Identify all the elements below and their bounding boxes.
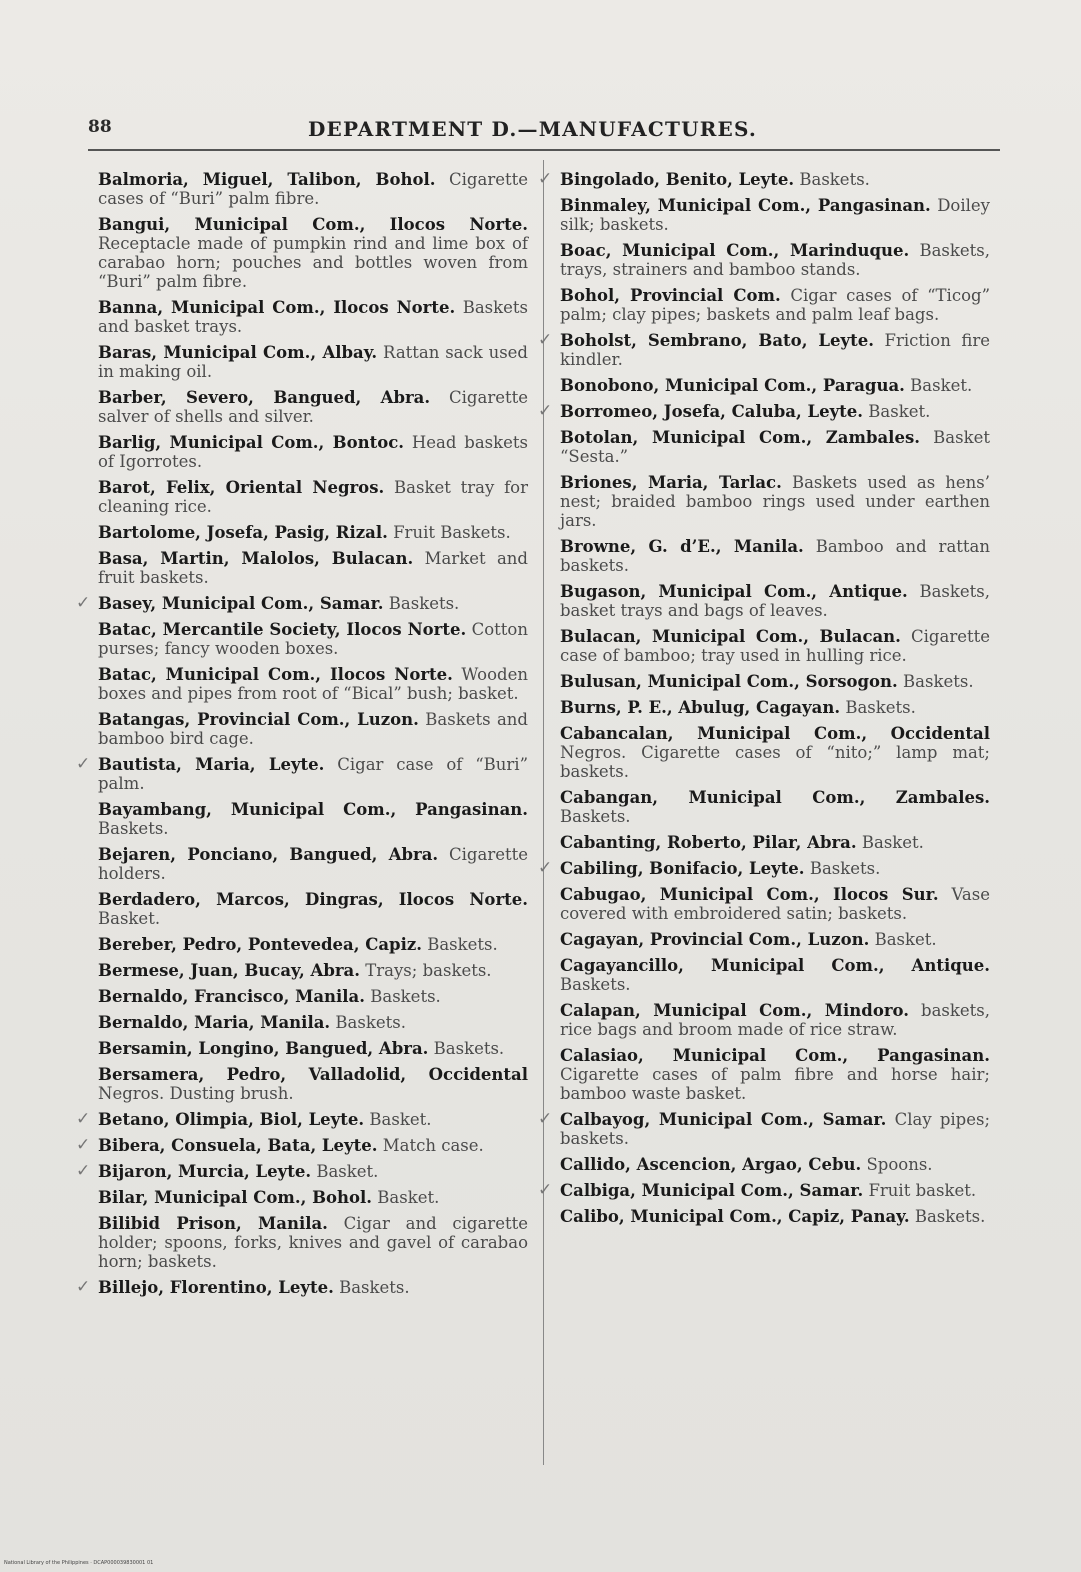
exhibit-description: Cigarette case of bamboo; tray used in hulling rice. — [560, 627, 991, 665]
check-mark-icon: ✓ — [538, 169, 553, 189]
exhibitor-name: Bibera, Consuela, Bata, Leyte. — [98, 1136, 378, 1155]
directory-entry — [560, 582, 990, 620]
exhibit-description: Cotton purses; fancy wooden boxes. — [98, 620, 528, 658]
check-mark-icon: ✓ — [76, 1161, 91, 1181]
left-column — [76, 170, 529, 1304]
exhibit-description: Negros. Cigarette cases of “nito;” lamp mat; baskets. — [560, 743, 990, 781]
directory-entry — [98, 215, 528, 291]
directory-entry — [98, 1188, 528, 1207]
directory-entry — [98, 433, 528, 471]
exhibit-description: Match case. — [382, 1136, 484, 1155]
check-mark-icon: ✓ — [76, 593, 91, 613]
exhibitor-name: Boholst, Sembrano, Bato, Leyte. — [560, 331, 874, 350]
exhibit-description: Cigarette salver of shells and silver. — [98, 388, 528, 426]
exhibit-description: Basket. — [369, 1110, 432, 1129]
exhibit-description: Baskets. — [809, 859, 881, 878]
directory-entry — [538, 401, 990, 421]
exhibit-description: Baskets and basket trays. — [98, 298, 528, 336]
exhibit-description: Basket. — [377, 1188, 440, 1207]
right-column — [538, 169, 991, 1233]
exhibit-description: Clay pipes; baskets. — [560, 1110, 991, 1148]
exhibitor-name: Batac, Municipal Com., Ilocos Norte. — [98, 665, 453, 684]
directory-entry — [98, 523, 528, 542]
directory-entry — [560, 956, 990, 994]
exhibitor-name: Bartolome, Josefa, Pasig, Rizal. — [98, 523, 388, 542]
directory-entry — [98, 343, 528, 381]
directory-entry — [98, 478, 528, 516]
exhibitor-name: Billejo, Florentino, Leyte. — [98, 1278, 334, 1297]
directory-entry — [560, 428, 990, 466]
exhibitor-name: Cabanting, Roberto, Pilar, Abra. — [560, 833, 857, 852]
exhibitor-name: Browne, G. d’E., Manila. — [560, 537, 804, 556]
exhibitor-name: Bohol, Provincial Com. — [560, 286, 781, 305]
exhibit-description: Spoons. — [866, 1155, 933, 1174]
exhibit-description: Head baskets of Igorrotes. — [98, 433, 528, 471]
exhibitor-name: Berdadero, Marcos, Dingras, Ilocos Norte. — [98, 890, 528, 909]
exhibitor-name: Bayambang, Municipal Com., Pangasinan. — [98, 800, 528, 819]
exhibit-description: baskets, rice bags and broom made of rice straw. — [560, 1001, 990, 1039]
check-mark-icon: ✓ — [538, 1109, 553, 1129]
exhibitor-name: Betano, Olimpia, Biol, Leyte. — [98, 1110, 365, 1129]
directory-entry — [98, 935, 528, 954]
exhibit-description: Cigarette cases of palm fibre and horse hair; bamboo waste basket. — [560, 1065, 990, 1103]
check-mark-icon: ✓ — [76, 1277, 91, 1297]
directory-entry — [560, 473, 990, 530]
exhibitor-name: Cagayan, Provincial Com., Luzon. — [560, 930, 870, 949]
directory-entry — [98, 710, 528, 748]
exhibitor-name: Calbiga, Municipal Com., Samar. — [560, 1181, 864, 1200]
directory-entry — [76, 593, 528, 613]
exhibit-description: Baskets and bamboo bird cage. — [98, 710, 528, 748]
directory-entry — [560, 930, 990, 949]
exhibitor-name: Burns, P. E., Abulug, Cagayan. — [560, 698, 841, 717]
directory-entry — [98, 1013, 528, 1032]
exhibit-description: Wooden boxes and pipes from root of “Bical” bush; basket. — [98, 665, 528, 703]
exhibit-description: Cigar cases of “Ticog” palm; clay pipes; baskets and palm leaf bags. — [560, 286, 990, 324]
directory-entry — [98, 1065, 528, 1103]
directory-entry — [560, 1155, 990, 1174]
directory-entry — [76, 1161, 528, 1181]
directory-entry — [76, 1135, 528, 1155]
exhibit-description: Cigarette holders. — [98, 845, 528, 883]
exhibitor-name: Bugason, Municipal Com., Antique. — [560, 582, 908, 601]
exhibit-description: Baskets. — [845, 698, 916, 717]
exhibitor-name: Bangui, Municipal Com., Ilocos Norte. — [98, 215, 528, 234]
header-rule — [88, 149, 1000, 151]
directory-entry — [560, 724, 990, 781]
directory-entry — [98, 845, 528, 883]
exhibitor-name: Bersamin, Longino, Bangued, Abra. — [98, 1039, 429, 1058]
directory-entry — [560, 1046, 990, 1103]
directory-entry — [98, 961, 528, 980]
exhibit-description: Baskets. — [903, 672, 974, 691]
exhibitor-name: Bermese, Juan, Bucay, Abra. — [98, 961, 360, 980]
directory-entry — [98, 987, 528, 1006]
exhibit-description: Cigar and cigarette holder; spoons, forks, knives and gavel of carabao horn; baskets. — [98, 1214, 528, 1271]
exhibitor-name: Bijaron, Murcia, Leyte. — [98, 1162, 312, 1181]
directory-entry — [560, 196, 990, 234]
exhibit-description: Rattan sack used in making oil. — [98, 343, 528, 381]
exhibitor-name: Cabancalan, Municipal Com., Occidental — [560, 724, 990, 743]
check-mark-icon: ✓ — [538, 1180, 553, 1200]
exhibit-description: Trays; baskets. — [365, 961, 492, 980]
exhibitor-name: Barlig, Municipal Com., Bontoc. — [98, 433, 404, 452]
exhibitor-name: Bulacan, Municipal Com., Bulacan. — [560, 627, 901, 646]
exhibit-description: Baskets. — [335, 1013, 406, 1032]
exhibitor-name: Banna, Municipal Com., Ilocos Norte. — [98, 298, 456, 317]
exhibit-description: Baskets. — [339, 1278, 410, 1297]
exhibitor-name: Barber, Severo, Bangued, Abra. — [98, 388, 431, 407]
exhibit-description: Basket tray for cleaning rice. — [98, 478, 529, 516]
exhibitor-name: Calasiao, Municipal Com., Pangasinan. — [560, 1046, 990, 1065]
exhibitor-name: Botolan, Municipal Com., Zambales. — [560, 428, 920, 447]
exhibit-description: Receptacle made of pumpkin rind and lime box of carabao horn; pouches and bottles woven from “Buri” palm fibre. — [98, 234, 528, 291]
exhibitor-name: Balmoria, Miguel, Talibon, Bohol. — [98, 170, 436, 189]
exhibit-description: Basket “Sesta.” — [560, 428, 990, 466]
exhibit-description: Basket. — [874, 930, 937, 949]
exhibitor-name: Bilibid Prison, Manila. — [98, 1214, 328, 1233]
exhibitor-name: Bersamera, Pedro, Valladolid, Occidental — [98, 1065, 528, 1084]
directory-entry — [538, 1109, 991, 1148]
exhibitor-name: Bernaldo, Maria, Manila. — [98, 1013, 331, 1032]
page-header — [88, 117, 1000, 147]
exhibitor-name: Bulusan, Municipal Com., Sorsogon. — [560, 672, 898, 691]
column-divider — [543, 160, 544, 1465]
directory-entry — [538, 330, 990, 369]
exhibit-description: Baskets, basket trays and bags of leaves. — [560, 582, 990, 620]
exhibit-description: Baskets. — [560, 807, 631, 826]
directory-entry — [98, 388, 528, 426]
directory-entry — [560, 885, 990, 923]
directory-entry — [98, 620, 528, 658]
exhibit-description: Baskets. — [388, 594, 460, 613]
exhibit-description: Baskets. — [433, 1039, 505, 1058]
directory-entry — [98, 298, 528, 336]
directory-entry — [560, 788, 990, 826]
exhibitor-name: Bonobono, Municipal Com., Paragua. — [560, 376, 905, 395]
exhibit-description: Baskets. — [799, 170, 870, 189]
exhibitor-name: Batac, Mercantile Society, Ilocos Norte. — [98, 620, 467, 639]
exhibit-description: Baskets. — [560, 975, 631, 994]
exhibitor-name: Callido, Ascencion, Argao, Cebu. — [560, 1155, 862, 1174]
exhibitor-name: Barot, Felix, Oriental Negros. — [98, 478, 385, 497]
check-mark-icon: ✓ — [538, 330, 553, 350]
exhibit-description: Basket. — [910, 376, 973, 395]
directory-entry — [98, 170, 528, 208]
exhibitor-name: Cabangan, Municipal Com., Zambales. — [560, 788, 990, 807]
exhibitor-name: Bilar, Municipal Com., Bohol. — [98, 1188, 373, 1207]
exhibitor-name: Calapan, Municipal Com., Mindoro. — [560, 1001, 909, 1020]
directory-entry — [98, 1214, 528, 1271]
directory-entry — [76, 1277, 528, 1297]
directory-entry — [560, 241, 990, 279]
check-mark-icon: ✓ — [76, 754, 91, 774]
exhibitor-name: Basa, Martin, Malolos, Bulacan. — [98, 549, 414, 568]
page-number: 88 — [88, 117, 112, 137]
exhibit-description: Baskets. — [370, 987, 441, 1006]
directory-entry — [98, 800, 528, 838]
exhibitor-name: Basey, Municipal Com., Samar. — [98, 594, 384, 613]
exhibitor-name: Calbayog, Municipal Com., Samar. — [560, 1110, 887, 1129]
exhibit-description: Doiley silk; baskets. — [560, 196, 991, 234]
exhibit-description: Basket. — [868, 402, 931, 421]
directory-entry — [76, 754, 529, 793]
exhibit-description: Baskets used as hens’ nest; braided bamboo rings used under earthen jars. — [560, 473, 991, 530]
page-title: DEPARTMENT D.—MANUFACTURES. — [308, 117, 758, 141]
exhibit-description: Basket. — [861, 833, 924, 852]
exhibitor-name: Cabugao, Municipal Com., Ilocos Sur. — [560, 885, 939, 904]
exhibitor-name: Bernaldo, Francisco, Manila. — [98, 987, 365, 1006]
exhibitor-name: Bautista, Maria, Leyte. — [98, 755, 325, 774]
scan-credit: National Library of the Philippines · DCAP000039830001 01 — [4, 1560, 154, 1566]
directory-entry — [560, 376, 990, 395]
directory-entry — [560, 627, 990, 665]
exhibit-description: Baskets. — [98, 819, 169, 838]
directory-entry — [538, 169, 990, 189]
exhibitor-name: Cabiling, Bonifacio, Leyte. — [560, 859, 805, 878]
check-mark-icon: ✓ — [538, 401, 553, 421]
exhibit-description: Fruit Baskets. — [393, 523, 511, 542]
exhibit-description: Baskets. — [427, 935, 498, 954]
exhibit-description: Market and fruit baskets. — [98, 549, 528, 587]
exhibitor-name: Cagayancillo, Municipal Com., Antique. — [560, 956, 990, 975]
directory-entry — [560, 1001, 990, 1039]
directory-entry — [560, 286, 990, 324]
directory-entry — [560, 1207, 990, 1226]
exhibitor-name: Calibo, Municipal Com., Capiz, Panay. — [560, 1207, 910, 1226]
exhibit-description: Fruit basket. — [868, 1181, 977, 1200]
directory-entry — [560, 537, 990, 575]
exhibitor-name: Borromeo, Josefa, Caluba, Leyte. — [560, 402, 864, 421]
directory-entry — [560, 698, 990, 717]
directory-entry — [538, 858, 990, 878]
exhibit-description: Bamboo and rattan baskets. — [560, 537, 991, 575]
exhibitor-name: Bejaren, Ponciano, Bangued, Abra. — [98, 845, 439, 864]
exhibitor-name: Bingolado, Benito, Leyte. — [560, 170, 795, 189]
exhibitor-name: Boac, Municipal Com., Marinduque. — [560, 241, 910, 260]
exhibitor-name: Briones, Maria, Tarlac. — [560, 473, 782, 492]
exhibitor-name: Bereber, Pedro, Pontevedea, Capiz. — [98, 935, 422, 954]
exhibitor-name: Batangas, Provincial Com., Luzon. — [98, 710, 419, 729]
directory-entry — [538, 1180, 990, 1200]
check-mark-icon: ✓ — [76, 1135, 91, 1155]
exhibit-description: Cigar case of “Buri” palm. — [98, 755, 529, 793]
exhibit-description: Basket. — [98, 909, 161, 928]
exhibit-description: Cigarette cases of “Buri” palm fibre. — [98, 170, 528, 208]
directory-entry — [560, 833, 990, 852]
directory-entry — [98, 890, 528, 928]
exhibit-description: Negros. Dusting brush. — [98, 1084, 294, 1103]
directory-entry — [560, 672, 990, 691]
exhibitor-name: Binmaley, Municipal Com., Pangasinan. — [560, 196, 931, 215]
check-mark-icon: ✓ — [538, 858, 553, 878]
exhibit-description: Baskets, trays, strainers and bamboo stands. — [560, 241, 990, 279]
exhibit-description: Basket. — [316, 1162, 379, 1181]
directory-entry — [76, 1109, 528, 1129]
exhibitor-name: Baras, Municipal Com., Albay. — [98, 343, 378, 362]
exhibit-description: Baskets. — [914, 1207, 986, 1226]
exhibit-description: Vase covered with embroidered satin; baskets. — [560, 885, 990, 923]
check-mark-icon: ✓ — [76, 1109, 91, 1129]
directory-entry — [98, 1039, 528, 1058]
exhibit-description: Friction fire kindler. — [560, 331, 990, 369]
directory-entry — [98, 549, 528, 587]
directory-entry — [98, 665, 528, 703]
